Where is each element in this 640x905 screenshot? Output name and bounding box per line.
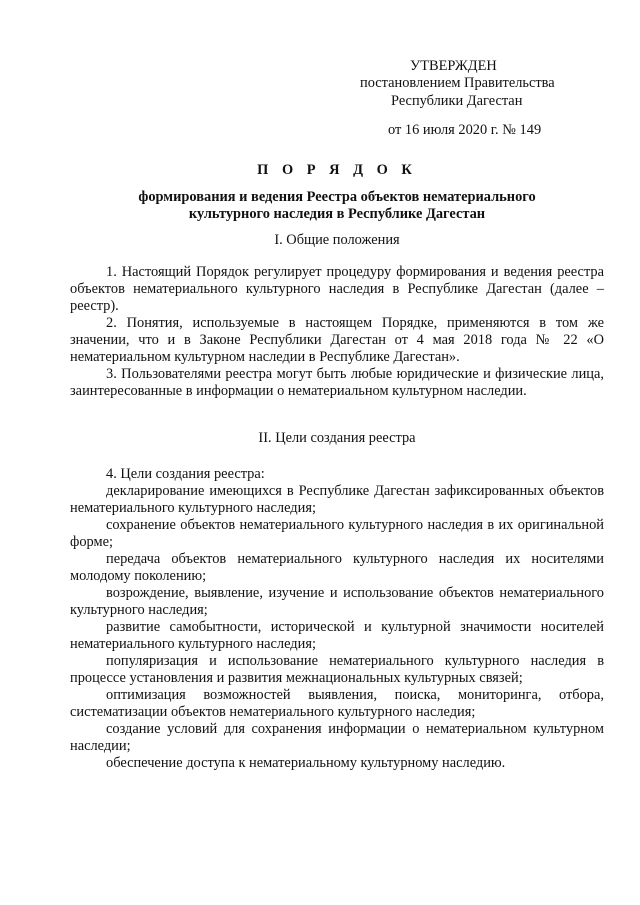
- goal-item: сохранение объектов нематериального культурного наследия в их оригинальной форме;: [70, 516, 604, 550]
- approval-region: Республики Дагестан: [391, 92, 523, 109]
- goal-item: возрождение, выявление, изучение и использование объектов нематериального культурного наследия;: [70, 584, 604, 618]
- title-main: П О Р Я Д О К: [257, 162, 417, 178]
- section-2-body: [70, 466, 604, 772]
- approval-date: от 16 июля 2020 г. № 149: [388, 121, 542, 138]
- goal-item: оптимизация возможностей выявления, поиска, мониторинга, отбора, систематизации объектов нематериального культурного наследия;: [70, 686, 604, 720]
- goal-item: декларирование имеющихся в Республике Дагестан зафиксированных объектов нематериального культурного наследия;: [70, 482, 604, 516]
- goal-item: обеспечение доступа к нематериальному культурному наследию.: [106, 754, 506, 771]
- document-title: [70, 162, 604, 223]
- section-2-heading: II. Цели создания реестра: [258, 430, 416, 446]
- goal-item: передача объектов нематериального культурного наследия их носителями молодому поколению;: [70, 550, 604, 584]
- goal-item: популяризация и использование нематериального культурного наследия в процессе установления и развития межнациональных культурных связей;: [70, 652, 604, 686]
- title-line-2: культурного наследия в Республике Дагестан: [188, 205, 486, 222]
- goal-item: создание условий для сохранения информации о нематериальном культурном наследии;: [70, 720, 604, 754]
- paragraph-2: 2. Понятия, используемые в настоящем Порядке, применяются в том же значении, что и в Законе Республики Дагестан от 4 мая 2018 года № 22 «О нематериальном культурном наследии в Республике Дагестан».: [70, 314, 604, 365]
- paragraph-3: 3. Пользователями реестра могут быть любые юридические и физические лица, заинтересованные в информации о нематериальном культурном наследии.: [70, 365, 604, 399]
- paragraph-1: 1. Настоящий Порядок регулирует процедуру формирования и ведения реестра объектов нематериального культурного наследия в Республике Дагестан (далее – реестр).: [70, 264, 604, 314]
- title-line-1: формирования и ведения Реестра объектов нематериального: [138, 188, 536, 205]
- section-1-body: [70, 264, 604, 400]
- approval-stamp: [360, 58, 600, 139]
- section-1-heading: I. Общие положения: [274, 232, 400, 248]
- goals-intro: 4. Цели создания реестра:: [106, 466, 265, 482]
- goal-item: развитие самобытности, исторической и культурной значимости носителей нематериального культурного наследия;: [70, 618, 604, 652]
- approval-issuer: постановлением Правительства: [360, 75, 555, 92]
- approval-title: УТВЕРЖДЕН: [410, 58, 497, 74]
